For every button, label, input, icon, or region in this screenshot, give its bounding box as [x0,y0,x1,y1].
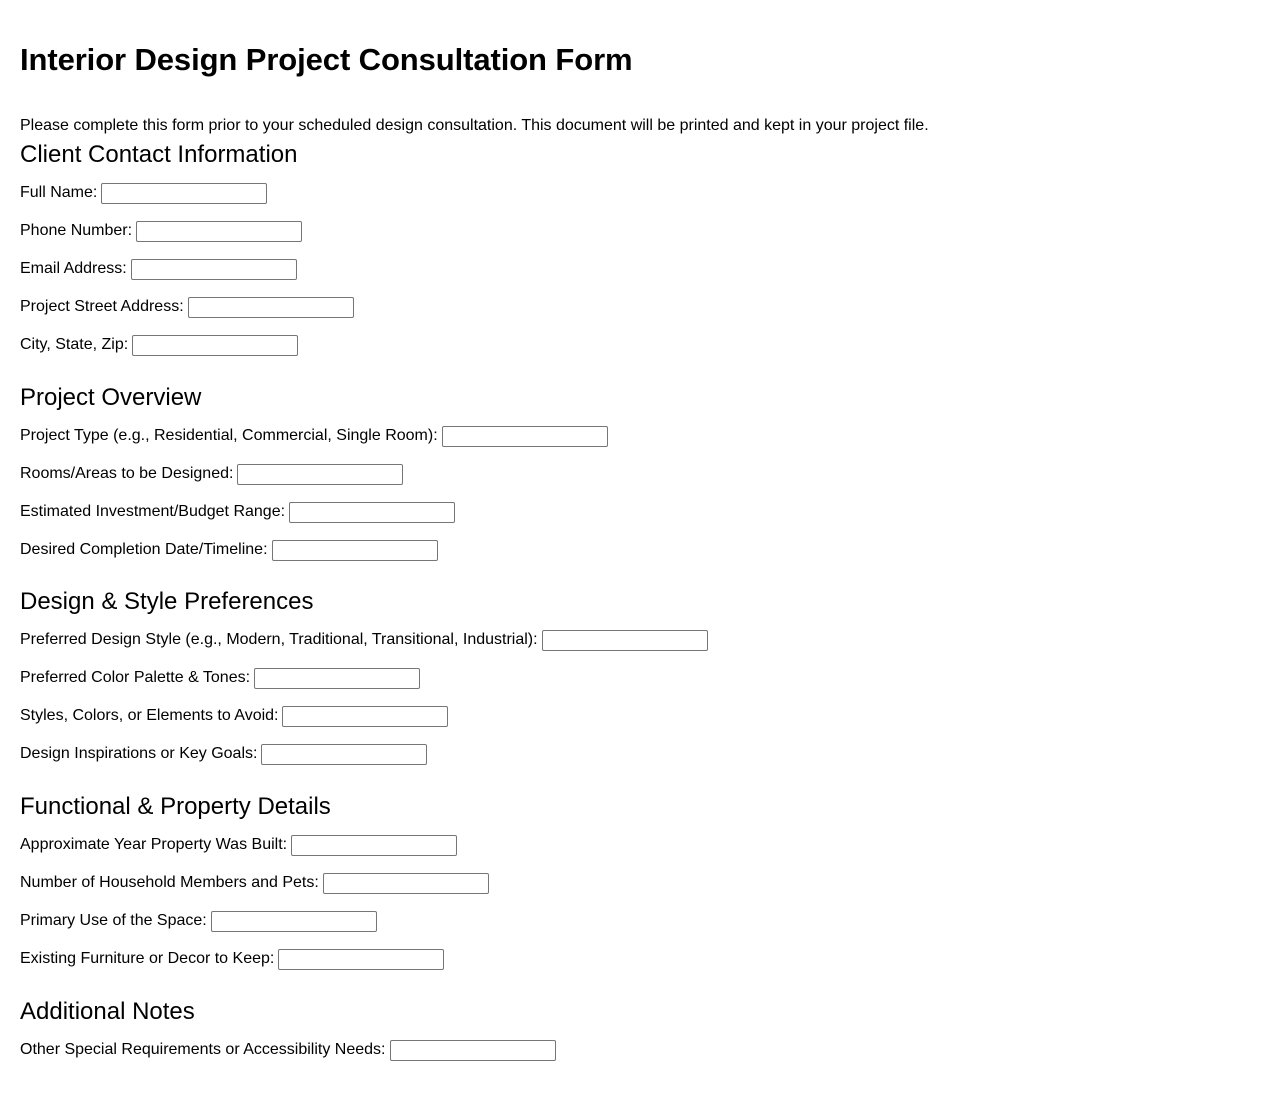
field-label: Desired Completion Date/Timeline: [20,541,268,558]
section-design-style [20,587,708,773]
special-requirements-input[interactable] [390,1040,556,1061]
phone-number-input[interactable] [136,221,302,242]
email-address-input[interactable] [131,259,297,280]
section-project-overview [20,383,608,569]
field-label: Estimated Investment/Budget Range: [20,503,286,520]
section-heading: Design & Style Preferences [20,588,314,615]
field-label: Styles, Colors, or Elements to Avoid: [20,707,279,724]
section-heading: Client Contact Information [20,141,298,168]
project-type-input[interactable] [442,426,608,447]
household-members-input[interactable] [323,873,489,894]
field-household-members [20,864,489,902]
page-title: Interior Design Project Consultation Form [20,42,633,77]
field-color-palette [20,659,708,697]
field-label: Preferred Design Style (e.g., Modern, Traditional, Transitional, Industrial): [20,631,538,648]
elements-to-avoid-input[interactable] [282,706,448,727]
field-label: Existing Furniture or Decor to Keep: [20,950,275,967]
field-full-name [20,174,354,212]
field-label: Phone Number: [20,222,133,239]
field-year-built [20,826,489,864]
design-style-input[interactable] [542,630,708,651]
color-palette-input[interactable] [254,668,420,689]
field-label: Design Inspirations or Key Goals: [20,745,258,762]
field-existing-furniture [20,940,489,978]
field-label: Full Name: [20,184,98,201]
field-phone-number [20,212,354,250]
field-design-style [20,621,708,659]
primary-use-input[interactable] [211,911,377,932]
field-label: Number of Household Members and Pets: [20,874,319,891]
field-project-type [20,417,608,455]
field-email-address [20,250,354,288]
field-primary-use [20,902,489,940]
field-label: Project Type (e.g., Residential, Commercial, Single Room): [20,427,438,444]
existing-furniture-input[interactable] [278,949,444,970]
field-completion-timeline [20,531,608,569]
field-label: Approximate Year Property Was Built: [20,836,288,853]
section-client-contact [20,140,354,364]
field-label: Rooms/Areas to be Designed: [20,465,234,482]
inspirations-goals-input[interactable] [261,744,427,765]
field-special-requirements [20,1031,556,1069]
field-rooms-areas [20,455,608,493]
intro-text: Please complete this form prior to your scheduled design consultation. This document will be printed and kept in your project file. [20,117,929,134]
completion-timeline-input[interactable] [272,540,438,561]
field-label: Preferred Color Palette & Tones: [20,669,251,686]
field-elements-to-avoid [20,697,708,735]
full-name-input[interactable] [101,183,267,204]
year-built-input[interactable] [291,835,457,856]
field-label: Other Special Requirements or Accessibility Needs: [20,1041,386,1058]
rooms-areas-input[interactable] [237,464,403,485]
field-label: Primary Use of the Space: [20,912,207,929]
field-budget-range [20,493,608,531]
section-heading: Project Overview [20,384,202,411]
street-address-input[interactable] [188,297,354,318]
section-functional-property [20,792,489,978]
field-label: City, State, Zip: [20,336,129,353]
budget-range-input[interactable] [289,502,455,523]
field-inspirations-goals [20,735,708,773]
field-city-state-zip [20,326,354,364]
city-state-zip-input[interactable] [132,335,298,356]
field-label: Email Address: [20,260,127,277]
field-street-address [20,288,354,326]
field-label: Project Street Address: [20,298,184,315]
section-heading: Functional & Property Details [20,793,331,820]
section-additional-notes [20,997,556,1069]
section-heading: Additional Notes [20,998,195,1025]
